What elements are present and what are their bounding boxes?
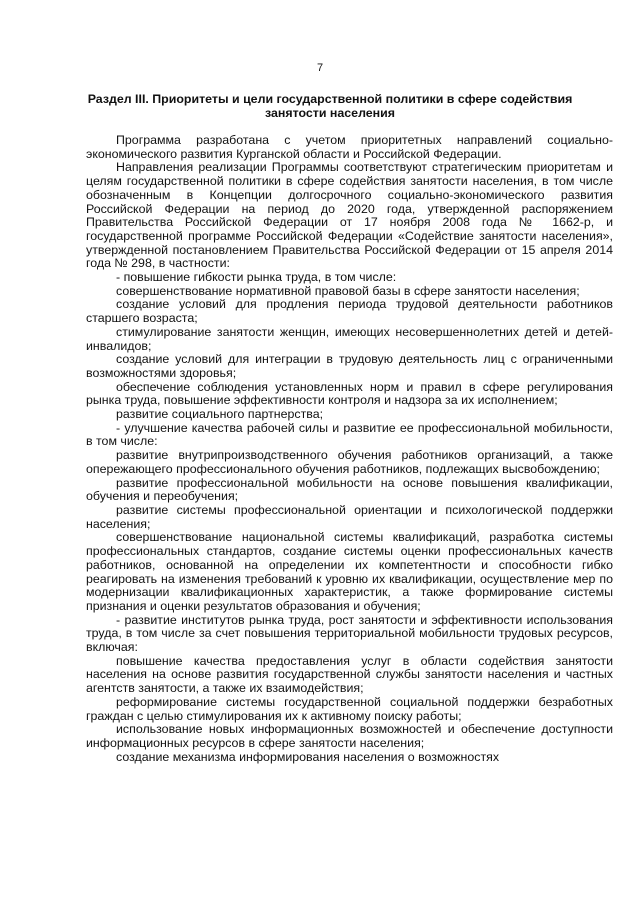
list-item: повышение качества предоставления услуг в области содействия занятости населения на основе развития государственной службы занятости населения и частных агентств занятости, а также их взаимодействия; xyxy=(86,653,613,696)
list-item: совершенствование национальной системы квалификаций, разработка системы профессиональных стандартов, создание системы оценки профессиональных качеств работников, основанной на определении их компетентности и способности гибко реагировать на изменения требований к уровню их квалификации, осуществление мер по модернизации квалификационных характеристик, а также формирование системы признания и оценки результатов образования и обучения; xyxy=(86,530,613,613)
list-item: развитие профессиональной мобильности на основе повышения квалификации, обучения и переобучения; xyxy=(86,475,613,504)
list-item: использование новых информационных возможностей и обеспечение доступности информационных ресурсов в сфере занятости населения; xyxy=(86,722,613,750)
list-item: развитие внутрипроизводственного обучения работников организаций, а также опережающего профессионального обучения работников, подлежащих высвобождению; xyxy=(86,448,613,476)
list-item: обеспечение соблюдения установленных норм и правил в сфере регулирования рынка труда, повышение эффективности контроля и надзора за их исполнением; xyxy=(86,379,613,408)
paragraph: Программа разработана с учетом приоритетных направлений социально-экономического развития Курганской области и Российской Федерации. xyxy=(86,133,613,161)
page-number: 7 xyxy=(316,62,324,74)
list-item: - улучшение качества рабочей силы и развитие ее профессиональной мобильности, в том числе: xyxy=(86,420,613,449)
list-item: реформирование системы государственной социальной поддержки безработных граждан с целью стимулирования их к активному поиску работы; xyxy=(86,694,613,723)
list-item: развитие системы профессиональной ориентации и психологической поддержки населения; xyxy=(86,502,613,531)
list-item: создание условий для интеграции в трудовую деятельность лиц с ограниченными возможностями здоровья; xyxy=(86,352,613,380)
list-item: - повышение гибкости рынка труда, в том числе: xyxy=(116,270,397,285)
list-item: создание условий для продления периода трудовой деятельности работников старшего возраста; xyxy=(86,297,613,326)
paragraph: Направления реализации Программы соответствуют стратегическим приоритетам и целям государственной политики в сфере содействия занятости населения, в том числе обозначенным в Концепции долгосрочного социально-экономического развития Российской Федерации на период до 2020 года, утвержденной распоряжением Правительства Российской Федерации от 17 ноября 2008 года № 1662-р, и государственной программе Российской Федерации «Содействие занятости населения», утвержденной постановлением Правительства Российской Федерации от 15 апреля 2014 года № 298, в частности: xyxy=(86,160,613,271)
list-item: создание механизма информирования населения о возможностях xyxy=(116,749,500,764)
section-title: Раздел III. Приоритеты и цели государственной политики в сфере содействия занятости населения xyxy=(87,92,573,120)
list-item: совершенствование нормативной правовой базы в сфере занятости населения; xyxy=(116,283,580,298)
list-item: стимулирование занятости женщин, имеющих несовершеннолетних детей и детей-инвалидов; xyxy=(86,324,613,353)
list-item: - развитие институтов рынка труда, рост занятости и эффективности использования труда, в том числе за счет повышения территориальной мобильности трудовых ресурсов, включая: xyxy=(86,612,613,655)
list-item: развитие социального партнерства; xyxy=(116,407,324,422)
document-body xyxy=(86,134,613,764)
